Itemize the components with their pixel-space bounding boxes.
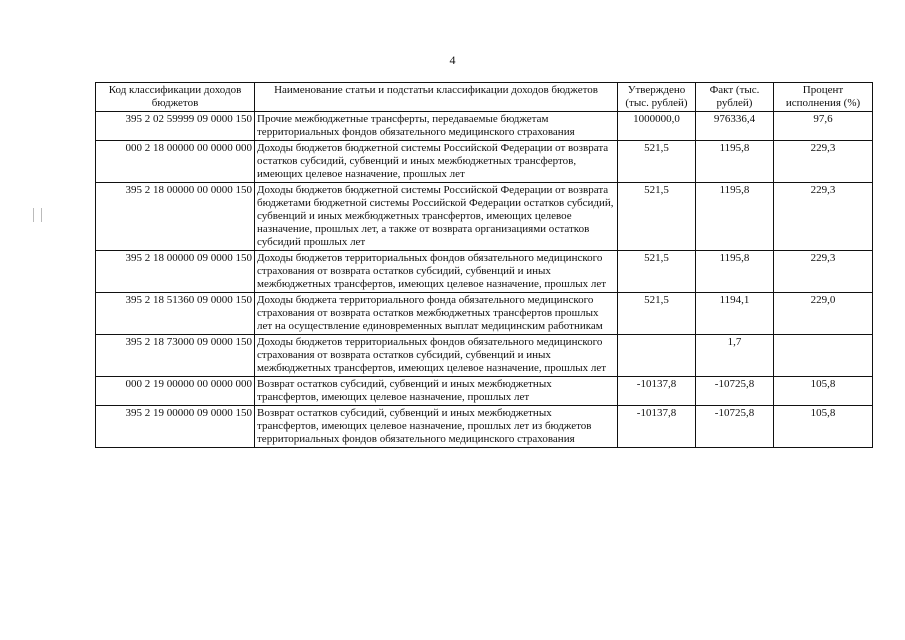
cell-approved: 521,5 — [618, 293, 696, 335]
cell-name: Возврат остатков субсидий, субвенций и иных межбюджетных трансфертов, имеющих целевое назначение, прошлых лет — [255, 377, 618, 406]
cell-name: Доходы бюджетов бюджетной системы Российской Федерации от возврата бюджетами бюджетной системы Российской Федерации остатков субсидий, субвенций и иных межбюджетных трансфертов, имеющих целевое назначение, прошлых лет, а также от возврата организациями остатков субсидий прошлых лет — [255, 183, 618, 251]
table-row — [96, 112, 873, 141]
cell-code: 395 2 19 00000 09 0000 150 — [96, 406, 255, 448]
cell-code: 395 2 18 51360 09 0000 150 — [96, 293, 255, 335]
cell-code: 395 2 18 00000 09 0000 150 — [96, 251, 255, 293]
cell-percent: 229,0 — [774, 293, 873, 335]
cell-name: Доходы бюджетов территориальных фондов обязательного медицинского страхования от возврата остатков субсидий, субвенций и иных межбюджетных трансфертов, имеющих целевое назначение, прошлых лет — [255, 251, 618, 293]
cell-name: Доходы бюджета территориального фонда обязательного медицинского страхования от возврата остатков межбюджетных трансфертов прошлых лет на осуществление единовременных выплат медицинским работникам — [255, 293, 618, 335]
cell-percent: 105,8 — [774, 406, 873, 448]
table-row — [96, 335, 873, 377]
cell-code: 395 2 02 59999 09 0000 150 — [96, 112, 255, 141]
scan-artifact-line — [41, 208, 42, 222]
page-number: 4 — [449, 53, 456, 67]
cell-percent: 97,6 — [774, 112, 873, 141]
header-percent: Процент исполнения (%) — [774, 83, 873, 112]
cell-approved: 521,5 — [618, 141, 696, 183]
table-row — [96, 377, 873, 406]
cell-approved: 1000000,0 — [618, 112, 696, 141]
table-row — [96, 251, 873, 293]
cell-approved: 521,5 — [618, 183, 696, 251]
cell-approved: -10137,8 — [618, 406, 696, 448]
cell-approved: -10137,8 — [618, 377, 696, 406]
budget-revenue-table — [95, 82, 873, 448]
cell-code: 000 2 18 00000 00 0000 000 — [96, 141, 255, 183]
cell-code: 395 2 18 00000 00 0000 150 — [96, 183, 255, 251]
cell-code: 000 2 19 00000 00 0000 000 — [96, 377, 255, 406]
scan-artifact-line — [33, 208, 34, 222]
cell-percent: 105,8 — [774, 377, 873, 406]
cell-fact: 1195,8 — [696, 251, 774, 293]
table-header-row — [96, 83, 873, 112]
cell-fact: 1195,8 — [696, 183, 774, 251]
table-row — [96, 183, 873, 251]
cell-percent: 229,3 — [774, 141, 873, 183]
header-fact: Факт (тыс. рублей) — [696, 83, 774, 112]
cell-name: Возврат остатков субсидий, субвенций и иных межбюджетных трансфертов, имеющих целевое назначение, прошлых лет из бюджетов территориальных фондов обязательного медицинского страхования — [255, 406, 618, 448]
cell-fact: 1194,1 — [696, 293, 774, 335]
table-row — [96, 293, 873, 335]
cell-name: Доходы бюджетов территориальных фондов обязательного медицинского страхования от возврата остатков субсидий, субвенций и иных межбюджетных трансфертов, имеющих целевое назначение, прошлых лет — [255, 335, 618, 377]
cell-approved: 521,5 — [618, 251, 696, 293]
cell-fact: 1195,8 — [696, 141, 774, 183]
cell-code: 395 2 18 73000 09 0000 150 — [96, 335, 255, 377]
table-row — [96, 406, 873, 448]
cell-fact: -10725,8 — [696, 406, 774, 448]
cell-percent: 229,3 — [774, 183, 873, 251]
cell-name: Прочие межбюджетные трансферты, передаваемые бюджетам территориальных фондов обязательного медицинского страхования — [255, 112, 618, 141]
cell-fact: 1,7 — [696, 335, 774, 377]
header-code: Код классификации доходов бюджетов — [96, 83, 255, 112]
cell-name: Доходы бюджетов бюджетной системы Российской Федерации от возврата остатков субсидий, субвенций и иных межбюджетных трансфертов, имеющих целевое назначение, прошлых лет — [255, 141, 618, 183]
cell-approved — [618, 335, 696, 377]
table-row — [96, 141, 873, 183]
cell-fact: -10725,8 — [696, 377, 774, 406]
cell-percent — [774, 335, 873, 377]
cell-fact: 976336,4 — [696, 112, 774, 141]
header-name: Наименование статьи и подстатьи классификации доходов бюджетов — [255, 83, 618, 112]
cell-percent: 229,3 — [774, 251, 873, 293]
header-approved: Утверждено (тыс. рублей) — [618, 83, 696, 112]
